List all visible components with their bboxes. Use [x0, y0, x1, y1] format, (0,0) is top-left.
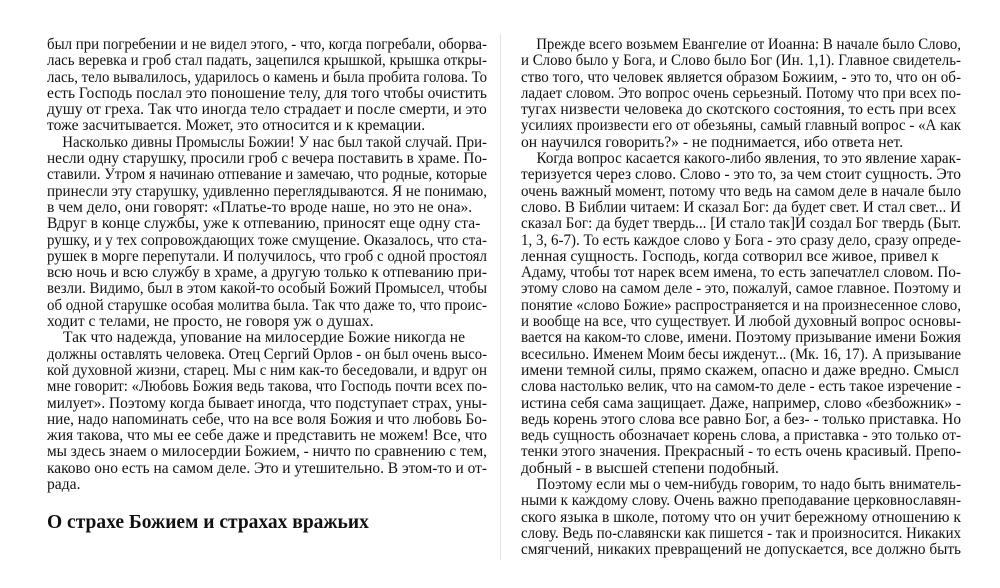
text-line: рушку, и у тех сопровождающих тоже смущение. Оказалось, что ста- [47, 231, 487, 249]
text-line: и вообще на все, что существует. И любой духовный вопрос основы- [521, 313, 961, 331]
text-line: смягчений, никаких превращений не допускается, все должно быть [521, 541, 961, 559]
paragraph [521, 151, 985, 477]
text-line: 1, 3, 6-7). То есть каждое слово у Бога - это сразу дело, сразу опреде- [521, 231, 961, 249]
text-line: душу от греха. Так что иногда тело страдает и после смерти, и это [47, 101, 487, 119]
text-line: ние, надо напоминать себе, что на все воля Божия и что любовь Бо- [47, 410, 487, 428]
text-line: рушек в морге перепутали. И получилось, что гроб с одной простоял [47, 247, 487, 265]
text-line: принесли эту старушку, удивленно переглядываются. Я не понимаю, [47, 182, 487, 200]
paragraph [47, 37, 513, 135]
text-line: ставили. Утром я начинаю отпевание и замечаю, что родные, которые [47, 166, 487, 184]
text-line: ведь сущность обозначает корень слова, а приставка - это только от- [521, 427, 961, 445]
text-line: и Слово было у Бога, и Слово было Бог (Ин. 1,1). Главное свидетель- [521, 52, 961, 70]
text-line: об одной старушке особая молитва была. Так что даже то, что проис- [47, 296, 487, 314]
text-line: был при погребении и не видел этого, - что, когда погребали, оборва- [47, 36, 487, 53]
text-line: везли. Видимо, был в этом какой-то особый Божий Промысел, чтобы [47, 280, 487, 298]
text-line: имени темной силы, прямо скажем, опасно и даже вредно. Смысл [521, 361, 959, 379]
text-line: всю ночь и всю службу в храме, а другую только к отпеванию при- [47, 264, 487, 282]
text-line: он научился говорить?» - не поднимается, ибо ответа нет. [521, 133, 904, 151]
text-line: тугах низвести человека до скотского состояния, то есть при всех [521, 101, 957, 119]
text-line: ство того, что человек является образом Божиим, - это то, что он об- [521, 68, 961, 86]
text-line: кой духовной жизни, старец. Мы с ним как-то беседовали, и вдруг он [47, 361, 487, 379]
text-line: всесильно. Именем Моим бесы ижденут... (Мк. 16, 17). А призывание [521, 345, 961, 363]
text-line: слово. В Библии читаем: И сказал Бог: да будет свет. И стал свет... И [521, 198, 961, 216]
text-line: сказал Бог: да будет твердь... [И стало так]И создал Бог твердь (Быт. [521, 215, 961, 233]
text-line: теризуется через слово. Слово - это то, за чем стоит сущность. Это [521, 166, 961, 184]
text-line: Адаму, чтобы тот нарек всем имена, то есть запечатлел словом. По- [521, 264, 961, 282]
paragraph [47, 330, 513, 493]
text-line: есть Господь послал это поношение телу, для того чтобы очистить [47, 84, 487, 102]
right-page [501, 0, 1000, 588]
text-line: Насколько дивны Промыслы Божии! У нас был такой случай. При- [62, 133, 487, 151]
text-line: должны оставлять человека. Отец Сергий Орлов - он был очень высо- [47, 345, 487, 363]
text-line: жия такова, что мы ее себе даже и представить не можем! Все, что [47, 427, 487, 445]
text-line: слову. Ведь по-славянски как пишется - так и произносится. Никаких [521, 524, 961, 542]
text-line: мне говорит: «Любовь Божия ведь такова, что Господь почти всех по- [47, 378, 487, 396]
text-line: каково оно есть на самом деле. Это и утешительно. В этом-то и от- [47, 459, 487, 477]
text-line: Вдруг в конце службы, уже к отпеванию, приносят еще одну ста- [47, 215, 481, 233]
text-line: рада. [47, 476, 81, 494]
text-line: мы здесь знаем о милосердии Божием, - ничто по сравнению с тем, [47, 443, 487, 461]
text-line: ными к каждому слову. Очень важно преподавание церковнославян- [521, 492, 961, 510]
text-line: тоже засчитывается. Может, это относится и к кремации. [47, 117, 426, 135]
paragraph [521, 477, 985, 558]
text-line: тенки этого значения. Прекрасный - то есть очень красивый. Препо- [521, 443, 961, 461]
text-line: Поэтому если мы о чем-нибудь говорим, то надо быть вниматель- [536, 476, 961, 494]
text-line: лась, тело вывалилось, ударилось о камень и была пробита голова. То [47, 68, 487, 86]
section-heading: О страхе Божием и страхах вражьих [47, 512, 369, 533]
text-line: ленная сущность. Господь, когда сотворил все живое, привел к [521, 247, 939, 265]
text-line: усилиях произвести его от обезьяны, самый главный вопрос - «А как [521, 117, 961, 135]
text-line: ского языка в школе, потому что он учит бережному отношению к [521, 508, 961, 526]
text-line: ходит с телами, не просто, не говоря уж о душах. [47, 313, 374, 331]
text-line: лась веревка и гроб стал падать, зацепился крышкой, крышка откры- [47, 52, 487, 70]
text-line: в чем дело, они говорят: «Платье-то вроде наше, но это не она». [47, 198, 473, 216]
text-line: ладает словом. Это вопрос очень серьезный. Потому что при всех по- [521, 84, 961, 102]
text-line: Когда вопрос касается какого-либо явления, то это явление харак- [536, 150, 961, 168]
paragraph [47, 135, 513, 331]
text-line: истина себя сама защищает. Даже, например, слово «безбожник» - [521, 394, 961, 412]
text-line: милует». Поэтому когда бывает иногда, что подступает страх, уны- [47, 394, 487, 412]
text-line: понятие «слово Божие» распространяется и на произнесенное слово, [521, 296, 961, 314]
text-line: несли одну старушку, просили гроб с вечера поставить в храме. По- [47, 150, 487, 168]
right-page-text [521, 37, 985, 559]
text-line: очень важный момент, потому что ведь на самом деле в начале было [521, 182, 961, 200]
text-line: слова настолько велик, что на самом-то деле - есть такое изречение - [521, 378, 961, 396]
text-line: вается на каком-то слове, имени. Поэтому призывание имени Божия [521, 329, 961, 347]
text-line: ведь корень этого слова все равно Бог, а без- - только приставка. Но [521, 410, 961, 428]
text-line: добный - в высшей степени подобный. [521, 459, 779, 477]
text-line: Так что надежда, упование на милосердие Божие никогда не [63, 329, 466, 347]
left-page-text [47, 37, 513, 493]
paragraph [521, 37, 985, 151]
text-line: Прежде всего возьмем Евангелие от Иоанна: В начале было Слово, [536, 36, 961, 53]
text-line: этому слово на самом деле - это, пожалуй, самое главное. Поэтому и [521, 280, 961, 298]
